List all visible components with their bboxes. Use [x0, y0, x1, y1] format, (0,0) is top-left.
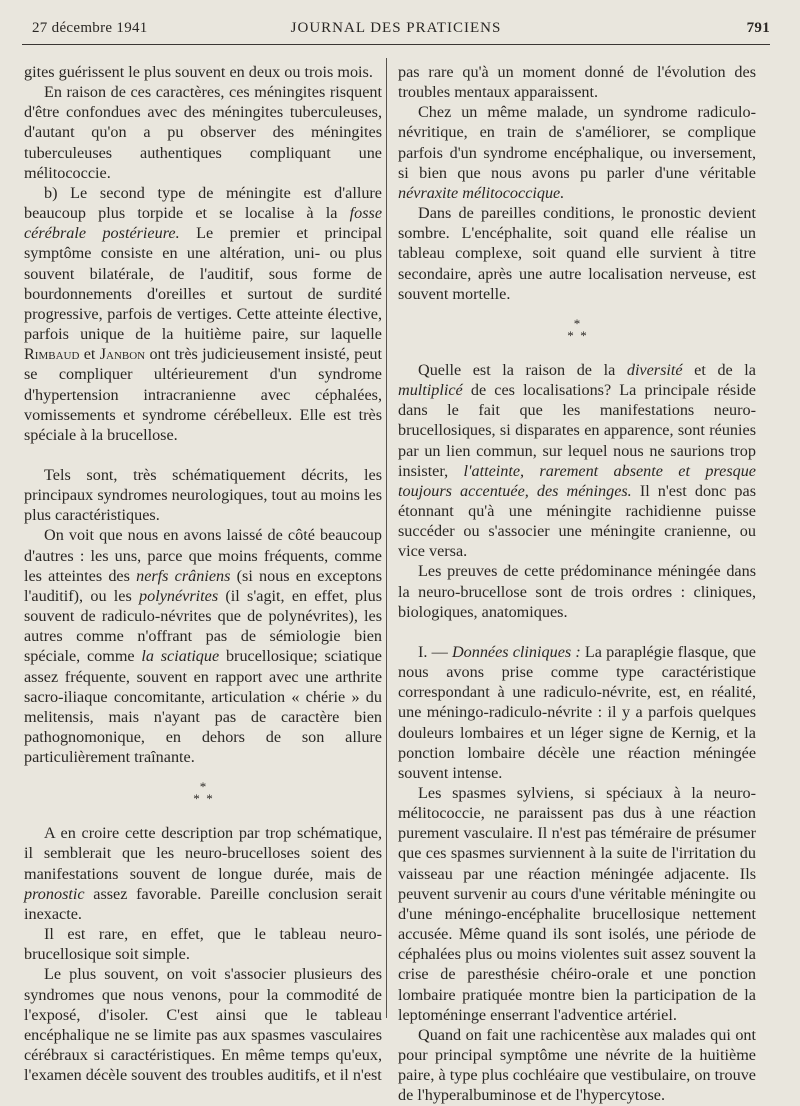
paragraph: Dans de pareilles conditions, le pronostic devient sombre. L'encéphalite, soit quand elle réalise un tableau complexe, soit quand elle survient à titre secondaire, après une autre localisation nerveuse, est souvent mortelle.	[398, 204, 756, 303]
paragraph: Tels sont, très schématiquement décrits, les principaux syndromes neurologiques, tout au moins les plus caractéristiques.	[24, 465, 382, 525]
left-column	[24, 62, 382, 1085]
paragraph: A en croire cette description par trop schématique, il semblerait que les neuro-brucelloses soient des manifestations souvent de longue durée, mais de pronostic assez favorable. Pareille conclusion serait inexacte.	[24, 824, 382, 923]
paragraph: Chez un même malade, un syndrome radiculo-névritique, en train de s'améliorer, se complique parfois d'un syndrome encéphalique, ou inversement, si bien que nous avons pu parler d'une véritable névraxite mélitococcique.	[398, 103, 756, 202]
paragraph: Quand on fait une rachicentèse aux malades qui ont pour principal symptôme une névrite de la huitième paire, à type plus cochléaire que vestibulaire, on trouve de l'hyperalbuminose et de l'hypercytose.	[398, 1025, 756, 1105]
section-separator: * * *	[567, 315, 587, 343]
running-header	[22, 18, 770, 40]
journal-title: JOURNAL DES PRATICIENS	[290, 20, 502, 36]
paragraph: Quelle est la raison de la diversité et de la multiplicé de ces localisations? La principale réside dans le fait que les manifestations neuro-brucellosiques, si disparates en apparence, sont réunies par un lien commun, sur lequel nous ne saurions trop insister, l'atteinte, rarement absente et presque toujours accentuée, des méninges. Il n'est donc pas étonnant qu'à une méningite rachidienne puisse succéder ou s'associer une méningite cranienne, ou vice versa.	[398, 360, 756, 561]
paragraph: gites guérissent le plus souvent en deux ou trois mois.	[24, 63, 373, 81]
paragraph: Il est rare, en effet, que le tableau neuro-brucellosique soit simple.	[24, 925, 382, 964]
header-rule	[22, 44, 770, 45]
paragraph: On voit que nous en avons laissé de côté beaucoup d'autres : les uns, parce que moins fréquents, comme les atteintes des nerfs crâniens (si nous en exceptons l'auditif), ou les polynévrites (il s'agit, en effet, plus souvent de radiculo-névrites que de polynévrites), les autres comme n'offrant pas de sémiologie bien spéciale, comme la sciatique brucellosique; sciatique assez fréquente, souvent en rapport avec une arthrite sacro-iliaque concomitante, articulation « chérie » du melitensis, mais n'ayant pas de caractère bien pathognomonique, en dehors de son allure particulièrement traînante.	[24, 526, 383, 767]
column-divider	[386, 58, 387, 1018]
paragraph: En raison de ces caractères, ces méningites risquent d'être confondues avec des méningites tuberculeuses, d'autant qu'on a pu observer des méningites tuberculeuses authentiques compliquant une mélitococcie.	[24, 83, 382, 182]
paragraph: Les spasmes sylviens, si spéciaux à la neuro-mélitococcie, ne paraissent pas dus à une réaction purement vasculaire. Il n'est pas téméraire de présumer que ces spasmes surviennent à la suite de l'irritation du vaisseau par une réaction méningée adjacente. Ils peuvent survenir au cours d'une véritable méningite ou d'une méningo-encéphalite brucellosique nettement accusée. Même quand ils sont isolés, une période de céphalées plus ou moins violentes suit assez souvent la crise de paresthésie chéiro-orale et une ponction lombaire pratiquée montre bien la participation de la leptoméninge enserrant l'adventice artériel.	[398, 784, 756, 1024]
paragraph: pas rare qu'à un moment donné de l'évolution des troubles mentaux apparaissent.	[398, 63, 756, 102]
section-separator: * * *	[193, 779, 213, 807]
header-date: 27 décembre 1941	[32, 20, 148, 36]
page-number: 791	[746, 20, 770, 36]
right-column	[398, 62, 756, 1106]
paragraph: Le plus souvent, on voit s'associer plusieurs des syndromes que nous venons, pour la commodité de l'exposé, d'isoler. C'est ainsi que le tableau encéphalique ne se limite pas aux spasmes vasculaires cérébraux si caractéristiques. En même temps qu'eux, l'examen décèle souvent des troubles auditifs, et il n'est	[24, 965, 382, 1085]
paragraph: b) Le second type de méningite est d'allure beaucoup plus torpide et se localise à la fosse cérébrale postérieure. Le premier et principal symptôme consiste en une altération, uni- ou plus souvent bilatérale, de l'auditif, sous forme de bourdonnements d'oreilles et surtout de surdité progressive, parfois de vertiges. Cette atteinte élective, parfois unique de la huitième paire, sur laquelle Rimbaud et Janbon ont très judicieusement insisté, peut se compliquer ultérieurement d'un syndrome d'hypertension intracranienne avec céphalées, vomissements et syndrome cérébelleux. Elle est très spéciale à la brucellose.	[24, 183, 382, 444]
paragraph: I. — Données cliniques : La paraplégie flasque, que nous avons prise comme type caractéristique correspondant à une radiculo-névrite, est, en réalité, une méningo-radiculo-névrite : il y a parfois quelques douleurs lombaires et un léger signe de Kernig, et la ponction lombaire décèle une réaction méningée souvent intense.	[398, 642, 756, 782]
paragraph: Les preuves de cette prédominance méningée dans la neuro-brucellose sont de trois ordres : cliniques, biologiques, anatomiques.	[398, 562, 756, 621]
